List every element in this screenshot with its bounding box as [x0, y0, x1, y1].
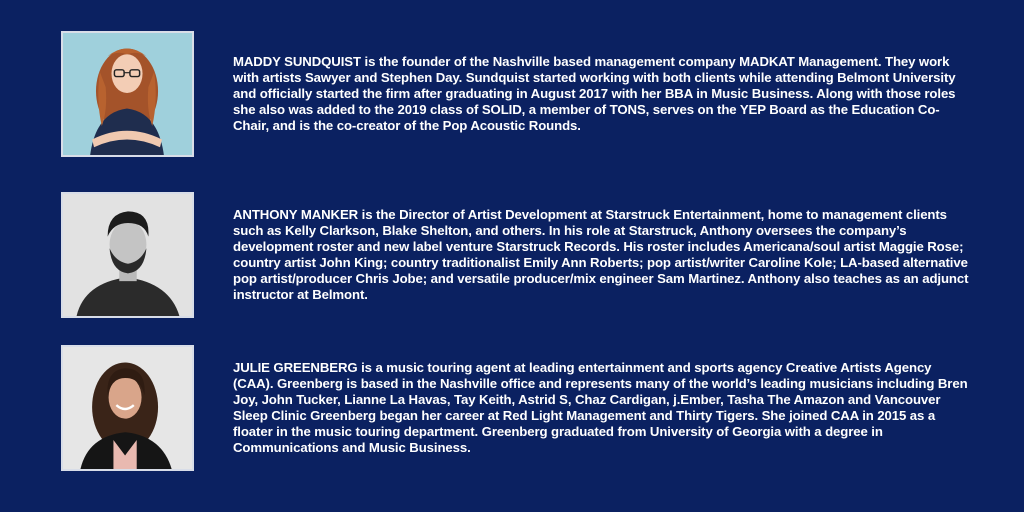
julie-greenberg-photo: [61, 345, 194, 471]
anthony-manker-photo: [61, 192, 194, 318]
maddy-sundquist-bio: MADDY SUNDQUIST is the founder of the Nashville based management company MADKAT Management. They work with artists Sawyer and Stephen Day. Sundquist started working with both clients while attending Belmont University and officially started the firm after graduating in August 2017 with her BBA in Music Business. Along with those roles she also was added to the 2019 class of SOLID, a member of TONS, serves on the YEP Board as the Education Co-Chair, and is the co-creator of the Pop Acoustic Rounds.: [233, 54, 956, 133]
julie-greenberg-bio: JULIE GREENBERG is a music touring agent at leading entertainment and sports agency Creative Artists Agency (CAA). Greenberg is based in the Nashville office and represents many of the world’s leading musicians including Bren Joy, John Tucker, Lianne La Havas, Tay Keith, Astrid S, Chaz Cardigan, j.Ember, Tasha The Amazon and Vancouver Sleep Clinic Greenberg began her career at Red Light Management and Thirty Tigers. She joined CAA in 2015 as a floater in the music touring department. Greenberg graduated from University of Georgia with a degree in Communications and Music Business.: [233, 360, 968, 455]
anthony-manker-bio: ANTHONY MANKER is the Director of Artist Development at Starstruck Entertainment, home to management clients such as Kelly Clarkson, Blake Shelton, and others. In his role at Starstruck, Anthony oversees the company’s development roster and new label venture Starstruck Records. His roster includes Americana/soul artist Maggie Rose; country artist John King; country traditionalist Emily Ann Roberts; pop artist/writer Caroline Kole; LA-based alternative pop artist/producer Chris Jobe; and versatile producer/mix engineer Sam Martinez. Anthony also teaches as an adjunct instructor at Belmont.: [233, 207, 969, 302]
maddy-sundquist-photo: [61, 31, 194, 157]
